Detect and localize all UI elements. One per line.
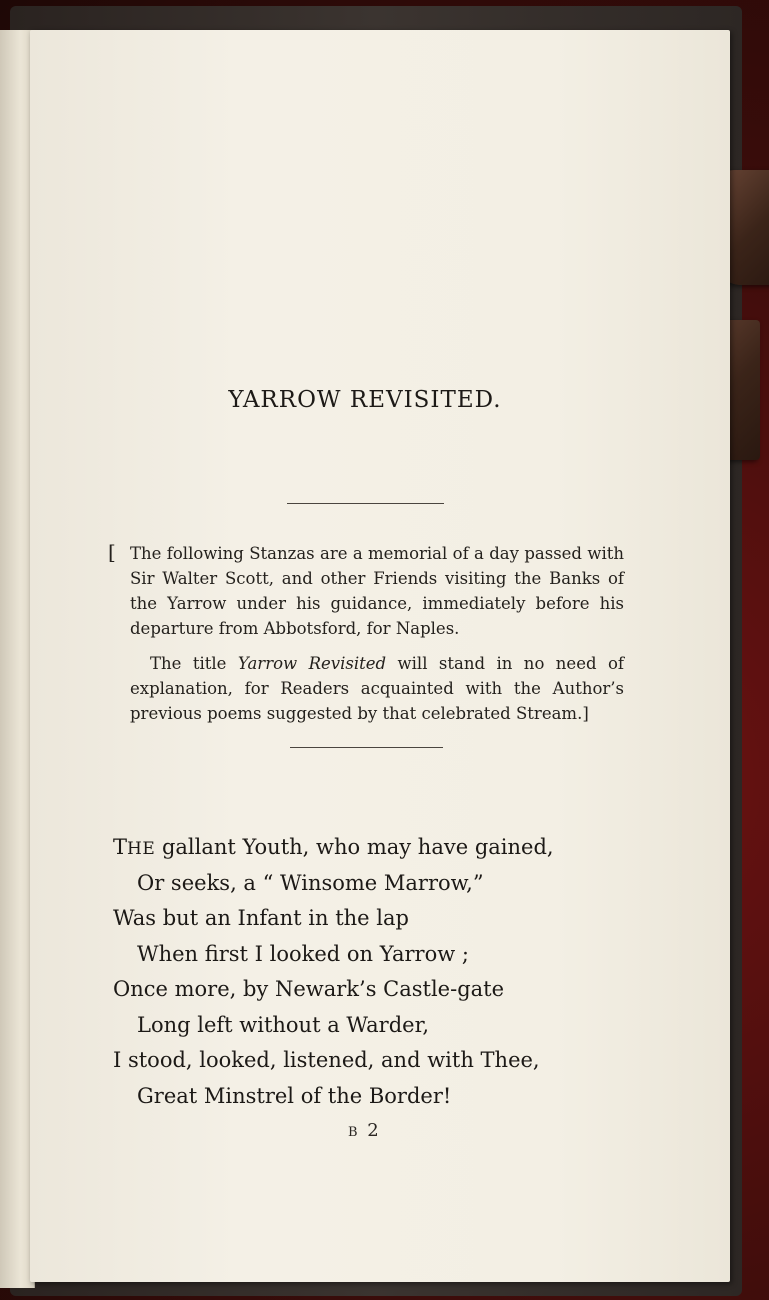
signature-number: 2 xyxy=(367,1120,381,1141)
poem-line-7: I stood, looked, listened, and with Thee, xyxy=(113,1048,540,1072)
poem-line-3: Was but an Infant in the lap xyxy=(113,906,409,930)
poem-line-1-text: gallant Youth, who may have gained, xyxy=(155,835,554,859)
close-bracket: ] xyxy=(582,704,589,723)
book-page xyxy=(30,30,730,1282)
poem-stanza xyxy=(113,830,673,1114)
first-word-rest: HE xyxy=(127,839,156,859)
signature-letter: B xyxy=(348,1125,360,1140)
divider-rule-top xyxy=(287,503,444,504)
poem-line-4: When first I looked on Yarrow ; xyxy=(137,941,469,966)
note-italic-title: Yarrow Revisited xyxy=(237,654,387,673)
divider-rule-bottom xyxy=(290,747,443,748)
note-paragraph-1-text: The following Stanzas are a memorial of a day passed with Sir Walter Scott, and other Friends visiting the Banks of the Yarrow under his guidance, immediately before his departure from Abbotsford, for Naples. xyxy=(130,544,624,638)
note-paragraph-2 xyxy=(130,651,624,726)
poem-line-8: Great Minstrel of the Border! xyxy=(137,1083,452,1108)
note-paragraph-2-before: The title xyxy=(150,654,238,673)
signature-mark xyxy=(348,1120,408,1141)
page-title: YARROW REVISITED. xyxy=(228,387,502,413)
note-paragraph-1 xyxy=(108,540,624,641)
poem-line-6: Long left without a Warder, xyxy=(137,1012,429,1037)
poem-line-5: Once more, by Newark’s Castle-gate xyxy=(113,977,505,1001)
first-word-initial: T xyxy=(113,835,128,859)
poem-line-1 xyxy=(113,830,673,866)
note-paragraph-2-after: will stand in no need of explanation, for Readers acquainted with the Author’s previous poems suggested by that celebrated Stream. xyxy=(130,654,625,723)
poem-line-2: Or seeks, a “ Winsome Marrow,” xyxy=(137,870,484,895)
prefatory-note xyxy=(108,540,625,726)
open-bracket: [ xyxy=(108,540,116,564)
